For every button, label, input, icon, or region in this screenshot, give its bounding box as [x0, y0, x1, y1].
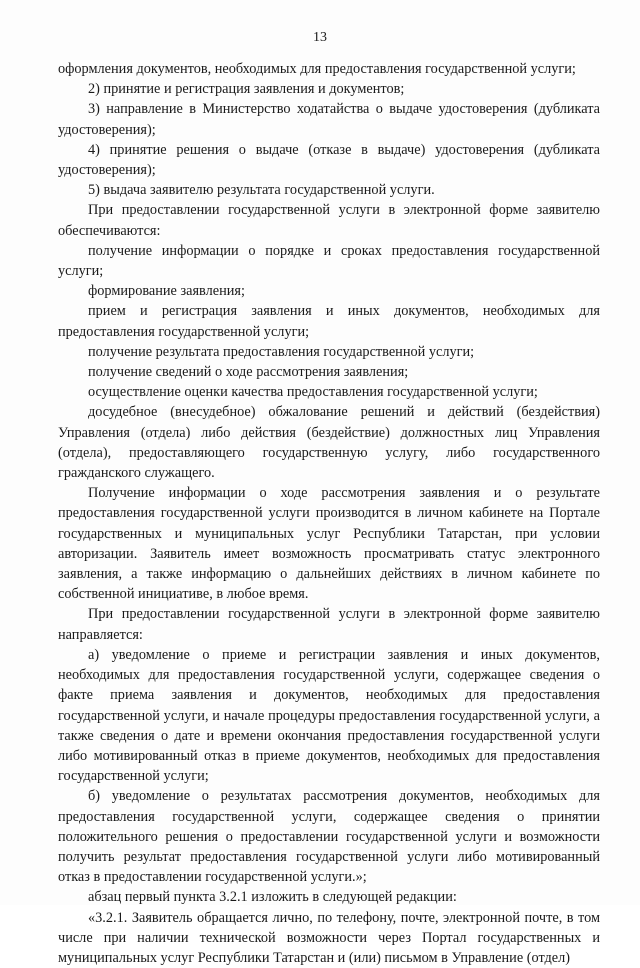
paragraph: Получение информации о ходе рассмотрения заявления и о результате предоставления государственной услуги производится в личном кабинете на Портале государственных и муниципальных услуг Республики Татарстан, при условии авторизации. Заявитель имеет возможность просматривать статус электронного заявления, а также информацию о дальнейших действиях в личном кабинете по собственной инициативе, в любое время.	[58, 485, 600, 603]
paragraph: «3.2.1. Заявитель обращается лично, по телефону, почте, электронной почте, в том числе при наличии технической возможности через Портал государственных и муниципальных услуг Республики Татарстан и (или) письмом в Управление (отдел)	[58, 909, 600, 966]
paragraph: оформления документов, необходимых для предоставления государственной услуги;	[58, 61, 576, 77]
paragraph: получение сведений о ходе рассмотрения заявления;	[88, 364, 409, 381]
paragraph: 2) принятие и регистрация заявления и документов;	[88, 81, 405, 98]
paragraph: досудебное (внесудебное) обжалование решений и действий (бездействия) Управления (отдела) либо действия (бездействие) должностных лиц Управления (отдела), предоставляющего государственную услугу, либо государственного гражданского служащего.	[58, 404, 600, 482]
paragraph: 4) принятие решения о выдаче (отказе в выдаче) удостоверения (дубликата удостоверения);	[58, 141, 600, 179]
paragraph: абзац первый пункта 3.2.1 изложить в следующей редакции:	[88, 889, 457, 906]
paragraph: осуществление оценки качества предоставления государственной услуги;	[88, 384, 538, 401]
document-body	[58, 59, 600, 968]
paragraph: При предоставлении государственной услуги в электронной форме заявителю обеспечиваются:	[58, 202, 600, 239]
paragraph: получение информации о порядке и сроках предоставления государственной услуги;	[58, 242, 600, 280]
paragraph: 5) выдача заявителю результата государственной услуги.	[88, 182, 435, 199]
paragraph: формирование заявления;	[88, 283, 245, 300]
paragraph: б) уведомление о результатах рассмотрения документов, необходимых для предоставления государственной услуги, содержащее сведения о принятии положительного решения о предоставлении государственной услуги и возможности получить результат предоставления государственной услуги либо мотивированный отказ в предоставлении государственной услуги.»;	[58, 788, 600, 886]
page-number: 13	[313, 30, 327, 45]
paragraph: При предоставлении государственной услуги в электронной форме заявителю направляется:	[58, 606, 600, 643]
paragraph: 3) направление в Министерство ходатайства о выдаче удостоверения (дубликата удостоверения);	[58, 101, 600, 138]
paragraph: получение результата предоставления государственной услуги;	[88, 343, 475, 360]
paragraph: прием и регистрация заявления и иных документов, необходимых для предоставления государственной услуги;	[58, 303, 600, 340]
paragraph: а) уведомление о приеме и регистрации заявления и иных документов, необходимых для предоставления государственной услуги, содержащее сведения о факте приема заявления и документов, необходимых для предоставления государственной услуги, и начале процедуры предоставления государственной услуги, а также сведения о дате и времени окончания предоставления государственной услуги либо мотивированный отказ в приеме документов, необходимых для предоставления государственной услуги;	[58, 646, 600, 785]
